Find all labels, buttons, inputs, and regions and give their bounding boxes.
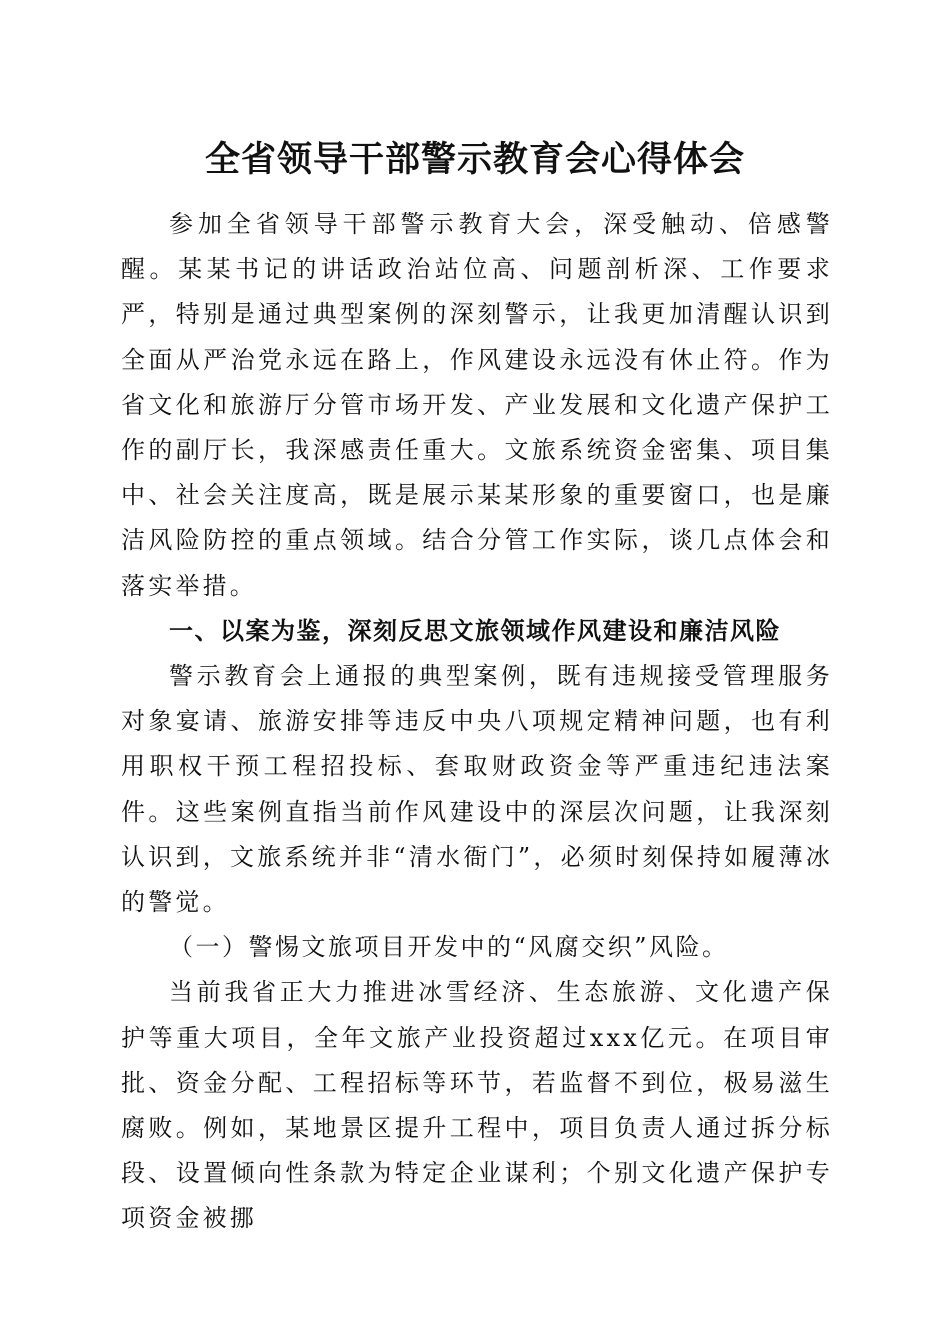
document-body [121, 202, 833, 1242]
section-heading: 一、以案为鉴，深刻反思文旅领域作风建设和廉洁风险 [169, 616, 781, 645]
document-title: 全省领导干部警示教育会心得体会 [204, 140, 745, 180]
intro-paragraph: 参加全省领导干部警示教育大会，深受触动、倍感警醒。某某书记的讲话政治站位高、问题剖析深、工作要求严，特别是通过典型案例的深刻警示，让我更加清醒认识到全面从严治党永远在路上，作风建设永远没有休止符。作为省文化和旅游厅分管市场开发、产业发展和文化遗产保护工作的副厅长，我深感责任重大。文旅系统资金密集、项目集中、社会关注度高，既是展示某某形象的重要窗口，也是廉洁风险防控的重点领域。结合分管工作实际，谈几点体会和落实举措。 [121, 210, 833, 600]
subsection-paragraph: 当前我省正大力推进冰雪经济、生态旅游、文化遗产保护等重大项目，全年文旅产业投资超过xxx亿元。在项目审批、资金分配、工程招标等环节，若监督不到位，极易滋生腐败。例如，某地景区提升工程中，项目负责人通过拆分标段、设置倾向性条款为特定企业谋利；个别文化遗产保护专项资金被挪 [121, 978, 833, 1233]
subsection-heading: （一）警惕文旅项目开发中的“风腐交织”风险。 [169, 933, 729, 962]
section-paragraph: 警示教育会上通报的典型案例，既有违规接受管理服务对象宴请、旅游安排等违反中央八项规定精神问题，也有利用职权干预工程招投标、套取财政资金等严重违纪违法案件。这些案例直指当前作风建设中的深层次问题，让我深刻认识到，文旅系统并非“清水衙门”，必须时刻保持如履薄冰的警觉。 [121, 662, 833, 917]
